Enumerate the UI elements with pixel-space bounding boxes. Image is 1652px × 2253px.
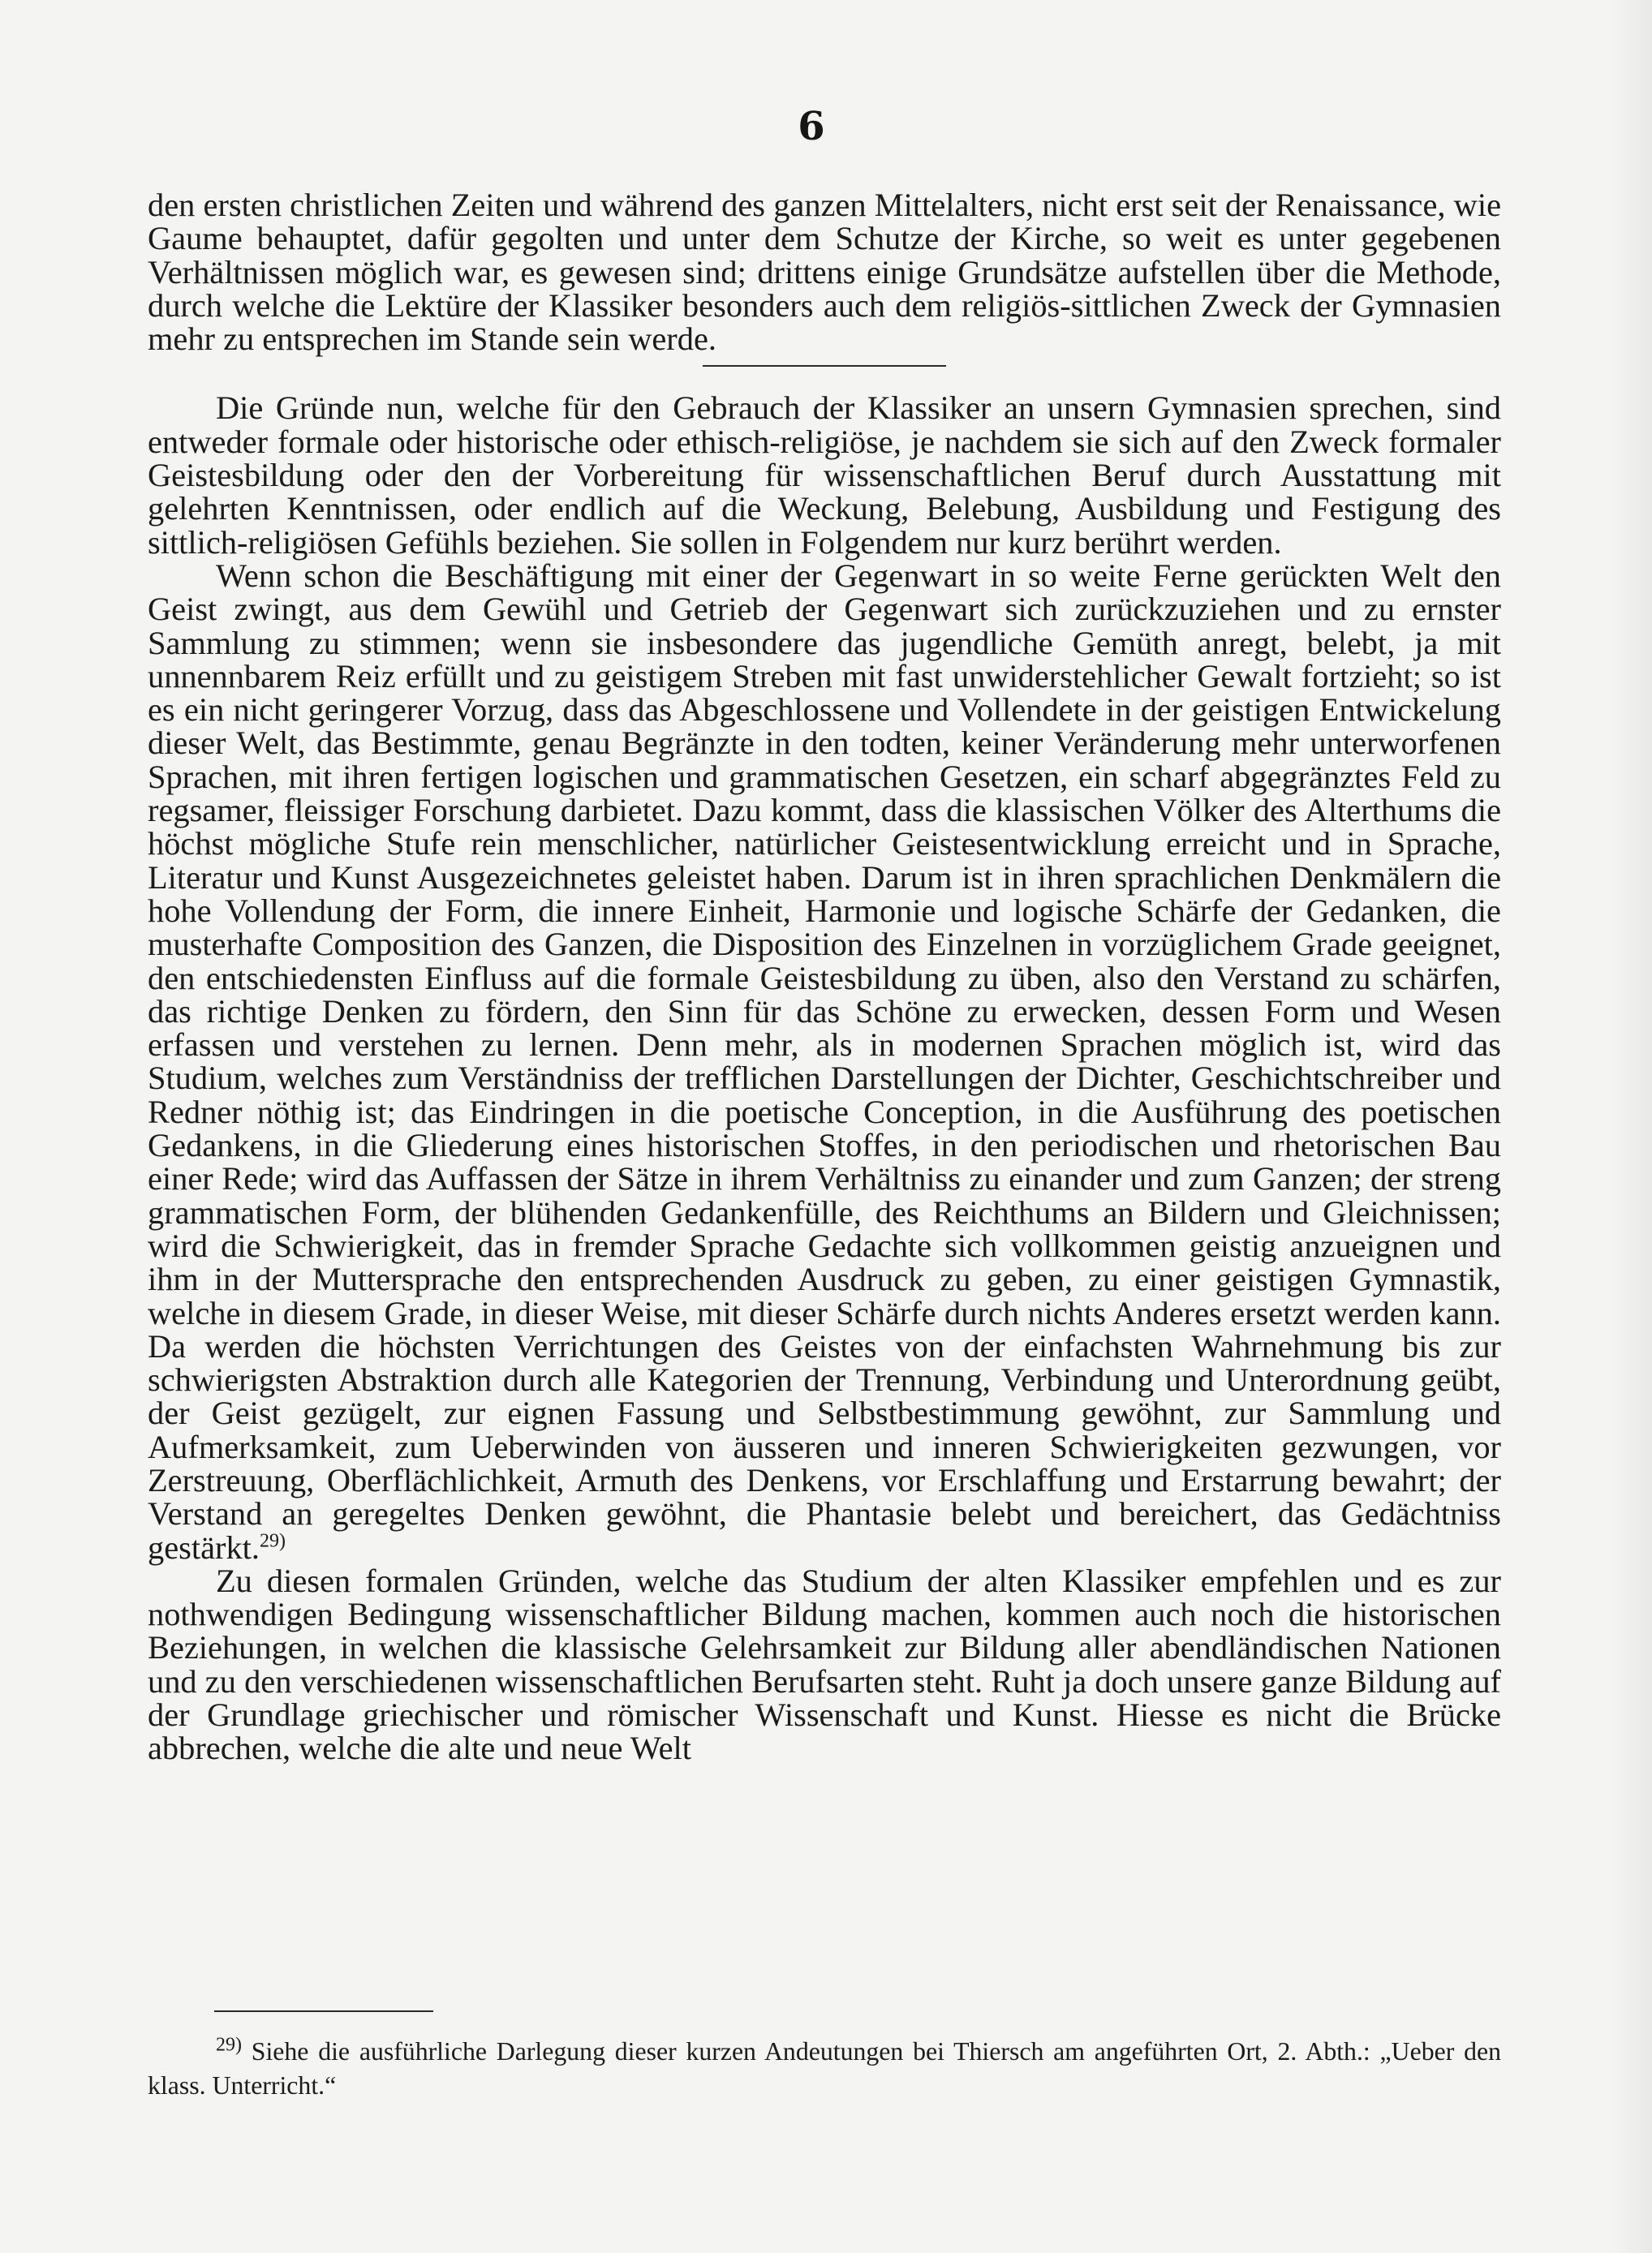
section-divider <box>703 365 946 367</box>
footnote-marker: 29) <box>216 2034 242 2056</box>
page-edge-shading <box>1611 0 1652 2253</box>
page-number: 6 <box>798 104 825 149</box>
footnote <box>148 2035 1501 2103</box>
paragraph-reasons: Die Gründe nun, welche für den Gebrauch der Klassiker an unsern Gymnasien sprechen, sind entweder formale oder historische oder ethisch-religiöse, je nachdem sie sich auf den Zweck formaler Geistesbildung oder den der Vorbereitung für wissenschaftlichen Beruf durch Ausstattung mit gelehrten Kenntnissen, oder endlich auf die Weckung, Belebung, Ausbildung und Festigung des sittlich-religiösen Gefühls beziehen. Sie sollen in Folgendem nur kurz berührt werden. <box>148 389 1501 561</box>
footnote-divider <box>214 2010 433 2012</box>
opening-paragraph: den ersten christlichen Zeiten und während des ganzen Mittelalters, nicht erst seit der Renaissance, wie Gaume behauptet, dafür gegolten und unter dem Schutze der Kirche, so weit es unter gegebenen Verhältnissen möglich war, es gewesen sind; drittens einige Grundsätze aufstellen über die Methode, durch welche die Lektüre der Klassiker besonders auch dem religiös-sittlichen Zweck der Gymnasien mehr zu entsprechen im Stande sein werde. <box>148 187 1501 358</box>
footnote-text: Siehe die ausführliche Darlegung dieser kurzen Andeutungen bei Thiersch am angeführten Ort, 2. Abth.: „Ueber den klass. Unterricht.“ <box>148 2037 1501 2100</box>
paragraph-formal-reasons-text: Wenn schon die Beschäftigung mit einer der Gegenwart in so weite Ferne gerückten Welt den Geist zwingt, aus dem Gewühl und Getrieb der Gegenwart sich zurückzuziehen und zu ernster Sammlung zu stimmen; wenn sie insbesondere das jugendliche Gemüth anregt, belebt, ja mit unnennbarem Reiz erfüllt und zu geistigem Streben mit fast unwiderstehlicher Gewalt fortzieht; so ist es ein nicht geringerer Vorzug, dass das Abgeschlossene und Vollendete in der geistigen Entwickelung dieser Welt, das Bestimmte, genau Begränzte in den todten, keiner Veränderung mehr unterworfenen Sprachen, mit ihren fertigen logischen und grammatischen Gesetzen, ein scharf abgegränztes Feld zu regsamer, fleissiger Forschung darbietet. Dazu kommt, dass die klassischen Völker des Alterthums die höchst mögliche Stufe rein menschlicher, natürlicher Geistesentwicklung erreicht und in Sprache, Literatur und Kunst Ausgezeichnetes geleistet haben. Darum ist in ihren sprachlichen Denkmälern die hohe Vollendung der Form, die innere Einheit, Harmonie und logische Schärfe der Gedanken, die musterhafte Composition des Ganzen, die Disposition des Einzelnen in vorzüglichem Grade geeignet, den entschiedensten Einfluss auf die formale Geistesbildung zu üben, also den Verstand zu schärfen, das richtige Denken zu fördern, den Sinn für das Schöne zu erwecken, dessen Form und Wesen erfassen und verstehen zu lernen. Denn mehr, als in modernen Sprachen möglich ist, wird das Studium, welches zum Verständniss der trefflichen Darstellungen der Dichter, Geschichtschreiber und Redner nöthig ist; das Eindringen in die poetische Conception, in die Ausführung des poetischen Gedankens, in die Gliederung eines historischen Stoffes, in den periodischen und rhetorischen Bau einer Rede; wird das Auffassen der Sätze in ihrem Verhältniss zu einander und zum Ganzen; der streng grammatischen Form, der blühenden Gedankenfülle, des Reichthums an Bildern und Gleichnissen; wird die Schwierigkeit, das in fremder Sprache Gedachte sich vollkommen geistig anzueignen und ihm in der Muttersprache den entsprechenden Ausdruck zu geben, zu einer geistigen Gymnastik, welche in diesem Grade, in dieser Weise, mit dieser Schärfe durch nichts Anderes ersetzt werden kann. Da werden die höchsten Verrichtungen des Geistes von der einfachsten Wahrnehmung bis zur schwierigsten Abstraktion durch alle Kategorien der Trennung, Verbindung und Unterordnung geübt, der Geist gezügelt, zur eignen Fassung und Selbstbestimmung gewöhnt, zur Sammlung und Aufmerksamkeit, zum Ueberwinden von äusseren und inneren Schwierigkeiten gezwungen, vor Zerstreuung, Oberflächlichkeit, Armuth des Denkens, vor Erschlaffung und Erstarrung bewahrt; der Verstand an geregeltes Denken gewöhnt, die Phantasie belebt und bereichert, das Gedächtniss gestärkt. <box>148 557 1501 1566</box>
footnote-reference: 29) <box>259 1530 286 1552</box>
main-text <box>148 188 1501 1765</box>
paragraph-historical-reasons: Zu diesen formalen Gründen, welche das Studium der alten Klassiker empfehlen und es zur nothwendigen Bedingung wissenschaftlicher Bildung machen, kommen auch noch die historischen Beziehungen, in welchen die klassische Gelehrsamkeit zur Bildung aller abendländischen Nationen und zu den verschiedenen wissenschaftlichen Berufsarten steht. Ruht ja doch unsere ganze Bildung auf der Grundlage griechischer und römischer Wissenschaft und Kunst. Hiesse es nicht die Brücke abbrechen, welche die alte und neue Welt <box>148 1562 1501 1767</box>
paragraph-formal-reasons <box>148 559 1501 1564</box>
